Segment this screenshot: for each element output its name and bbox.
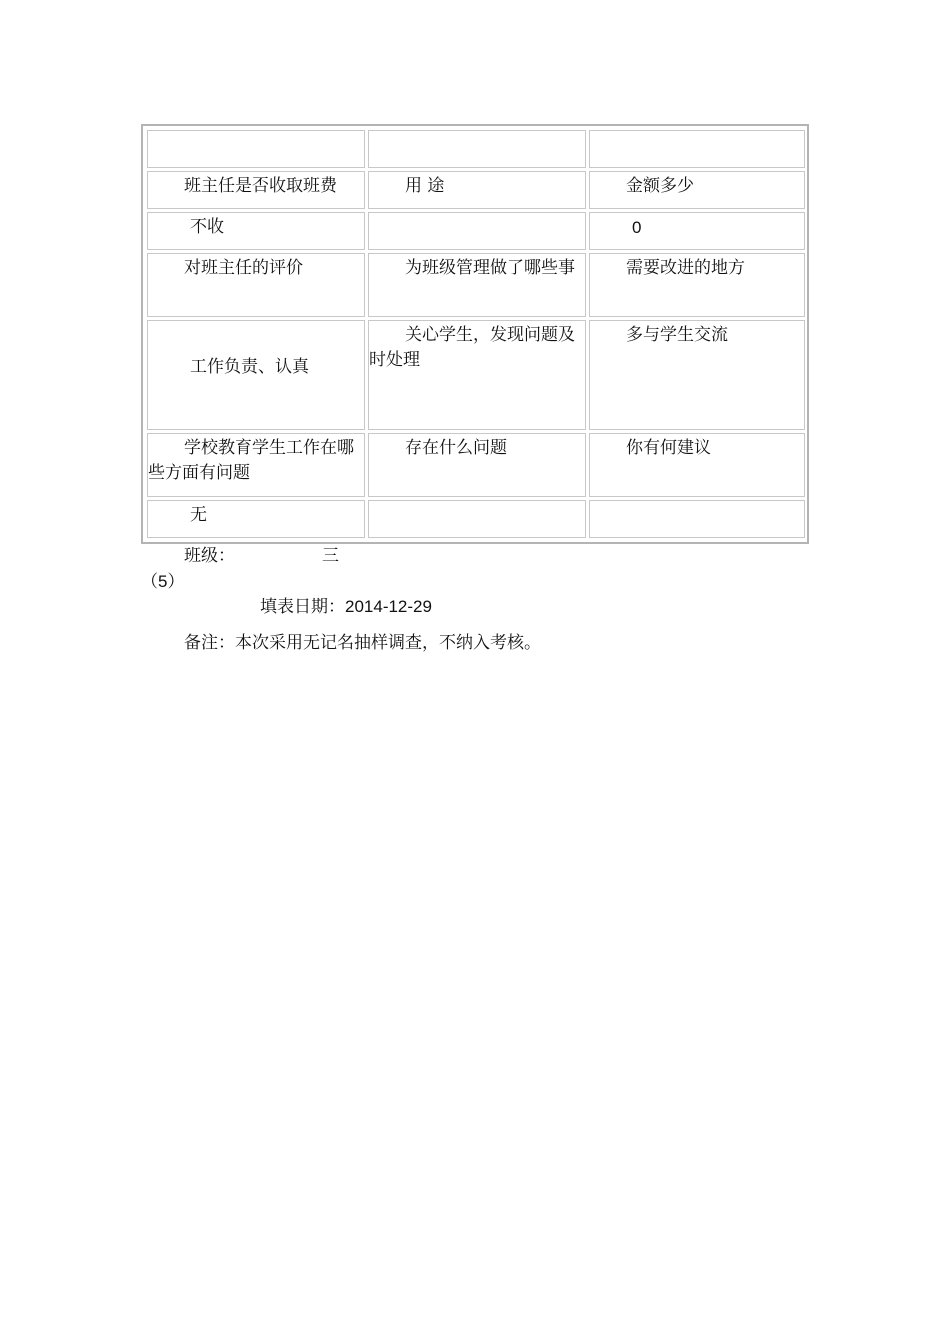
table-cell	[368, 130, 586, 168]
cell-text: 你有何建议	[626, 438, 711, 458]
class-label: 班级：	[184, 546, 235, 566]
table-cell	[589, 433, 805, 497]
note-text: 备注：本次采用无记名抽样调查，不纳入考核。	[184, 633, 541, 653]
cell-text: 多与学生交流	[626, 325, 728, 345]
cell-text: 为班级管理做了哪些事	[405, 258, 575, 278]
table-cell	[147, 320, 365, 430]
table-cell	[589, 253, 805, 317]
table-cell	[147, 433, 365, 497]
table-cell	[589, 500, 805, 538]
cell-text: 金额多少	[626, 176, 694, 196]
class-grade: 三	[322, 546, 339, 566]
cell-text: 0	[632, 218, 642, 237]
table-cell	[147, 171, 365, 209]
cell-text: 不收	[190, 217, 224, 237]
cell-text: 用 途	[405, 176, 445, 196]
cell-text: 工作负责、认真	[190, 357, 309, 377]
table-cell	[589, 130, 805, 168]
cell-text: 对班主任的评价	[184, 258, 303, 278]
table-cell	[368, 212, 586, 250]
table-cell	[147, 130, 365, 168]
cell-text: 班主任是否收取班费	[184, 176, 337, 196]
table-cell	[589, 212, 805, 250]
table-cell	[368, 253, 586, 317]
table-cell	[368, 320, 586, 430]
cell-text: 学校教育学生工作在哪些方面有问题	[148, 438, 354, 483]
table-cell	[147, 253, 365, 317]
table-cell	[368, 500, 586, 538]
cell-text: 关心学生，发现问题及时处理	[369, 325, 575, 370]
date-label	[260, 595, 432, 619]
cell-text: 存在什么问题	[405, 438, 507, 458]
table-cell	[147, 500, 365, 538]
table-cell	[368, 171, 586, 209]
cell-text: 无	[190, 505, 207, 525]
table-cell	[368, 433, 586, 497]
table-cell	[589, 171, 805, 209]
table-cell	[147, 212, 365, 250]
table-cell	[589, 320, 805, 430]
cell-text: 需要改进的地方	[626, 258, 745, 278]
date-label-text: 填表日期：	[260, 597, 345, 617]
date-value: 2014-12-29	[345, 597, 432, 616]
survey-table	[141, 124, 809, 544]
class-number: （5）	[141, 572, 185, 591]
